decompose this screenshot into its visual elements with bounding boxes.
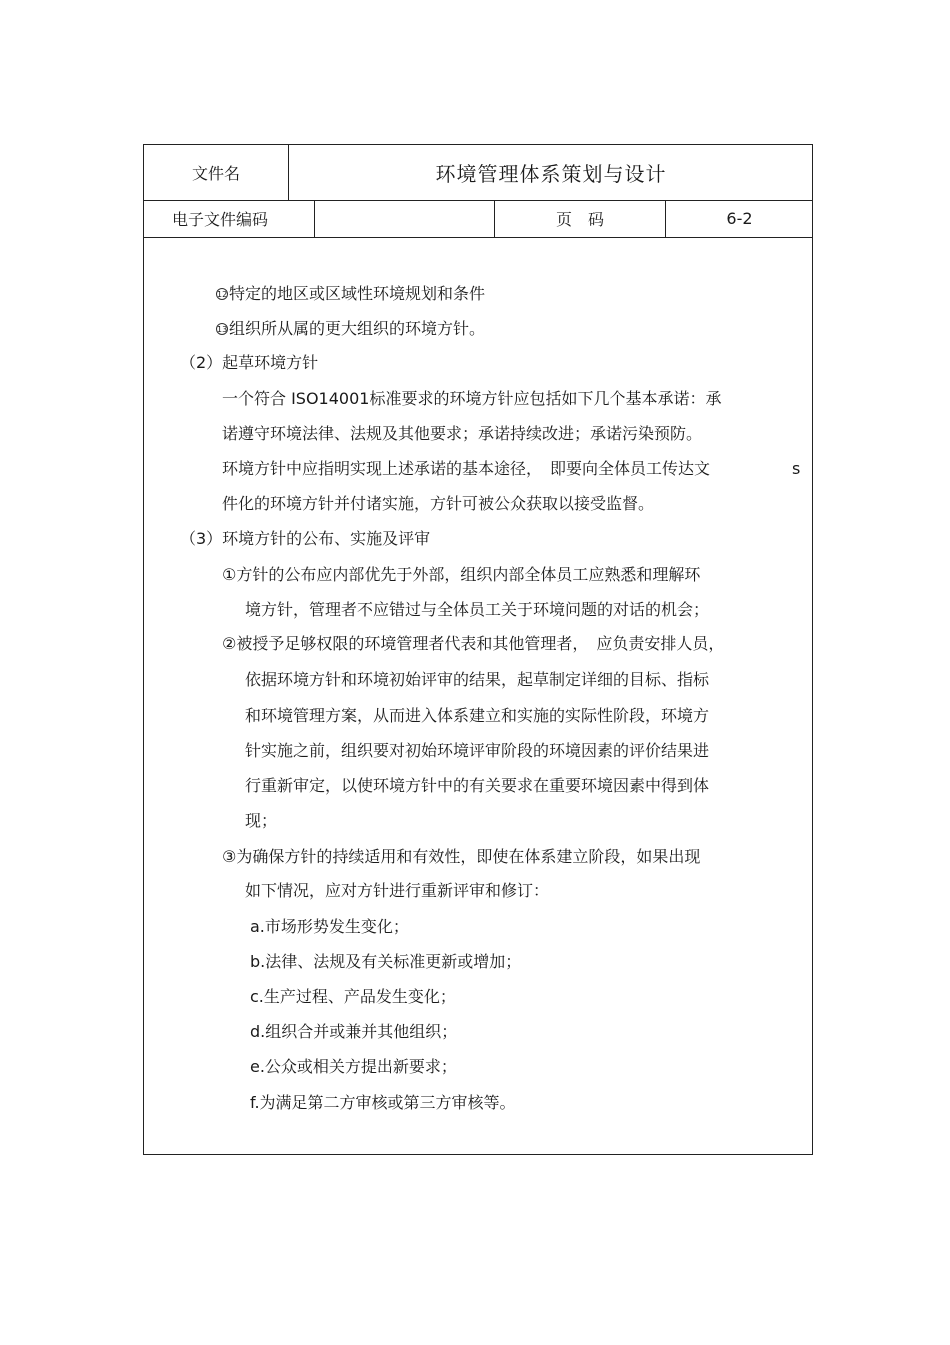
sub-2-line-1: ②被授予足够权限的环境管理者代表和其他管理者， 应负责安排人员， [222, 634, 725, 653]
sub-2-line-4: 针实施之前，组织要对初始环境评审阶段的环境因素的评价结果进 [245, 741, 710, 760]
list-item-d: d.组织合并或兼并其他组织； [250, 1022, 458, 1041]
sub-2-line-6: 现； [245, 811, 278, 830]
circled-number-13: 13 [217, 325, 228, 334]
item-13 [216, 319, 485, 339]
item-12 [216, 284, 485, 304]
paragraph-2-line-1: 环境方针中应指明实现上述承诺的基本途径， 即要向全体员工传达文 [222, 459, 711, 478]
list-item-b: b.法律、法规及有关标准更新或增加； [250, 952, 522, 971]
sub-3-line-2: 如下情况，应对方针进行重新评审和修订： [245, 881, 550, 900]
list-item-e: e.公众或相关方提出新要求； [250, 1057, 457, 1076]
paragraph-1-line-2: 诺遵守环境法律、法规及其他要求；承诺持续改进；承诺污染预防。 [222, 424, 703, 443]
paragraph-1-line-1: 一个符合 ISO14001标准要求的环境方针应包括如下几个基本承诺：承 [222, 389, 722, 408]
section-3-heading: （3）环境方针的公布、实施及评审 [180, 529, 431, 548]
file-code-value [315, 200, 494, 237]
item-12-text: 特定的地区或区域性环境规划和条件 [229, 284, 486, 303]
sub-2-line-3: 和环境管理方案，从而进入体系建立和实施的实际性阶段，环境方 [245, 706, 710, 725]
document-title: 环境管理体系策划与设计 [435, 162, 667, 186]
sub-3-line-1: ③为确保方针的持续适用和有效性，即使在体系建立阶段，如果出现 [222, 847, 701, 866]
header-bottom-divider [144, 237, 812, 238]
file-name-label: 文件名 [191, 164, 240, 183]
list-item-a: a.市场形势发生变化； [250, 917, 409, 936]
page-number: 6-2 [726, 209, 753, 228]
circled-number-12: 12 [217, 290, 228, 299]
paragraph-2-line-2: 件化的环境方针并付诸实施，方针可被公众获取以接受监督。 [222, 494, 655, 513]
sub-2-line-5: 行重新审定，以使环境方针中的有关要求在重要环境因素中得到体 [245, 776, 710, 795]
sub-1-line-1: ①方针的公布应内部优先于外部，组织内部全体员工应熟悉和理解环 [222, 565, 701, 584]
sub-2-line-2: 依据环境方针和环境初始评审的结果，起草制定详细的目标、指标 [245, 670, 710, 689]
page-label: 页 码 [555, 210, 604, 229]
list-item-c: c.生产过程、产品发生变化； [250, 987, 456, 1006]
file-code-label: 电子文件编码 [172, 210, 269, 229]
sub-1-line-2: 境方针，管理者不应错过与全体员工关于环境问题的对话的机会； [245, 600, 710, 619]
section-2-heading: （2）起草环境方针 [180, 353, 319, 372]
list-item-f: f.为满足第二方审核或第三方审核等。 [250, 1093, 516, 1112]
paragraph-2-line-1-tail: s [792, 459, 801, 478]
item-13-text: 组织所从属的更大组织的环境方针。 [229, 319, 486, 338]
